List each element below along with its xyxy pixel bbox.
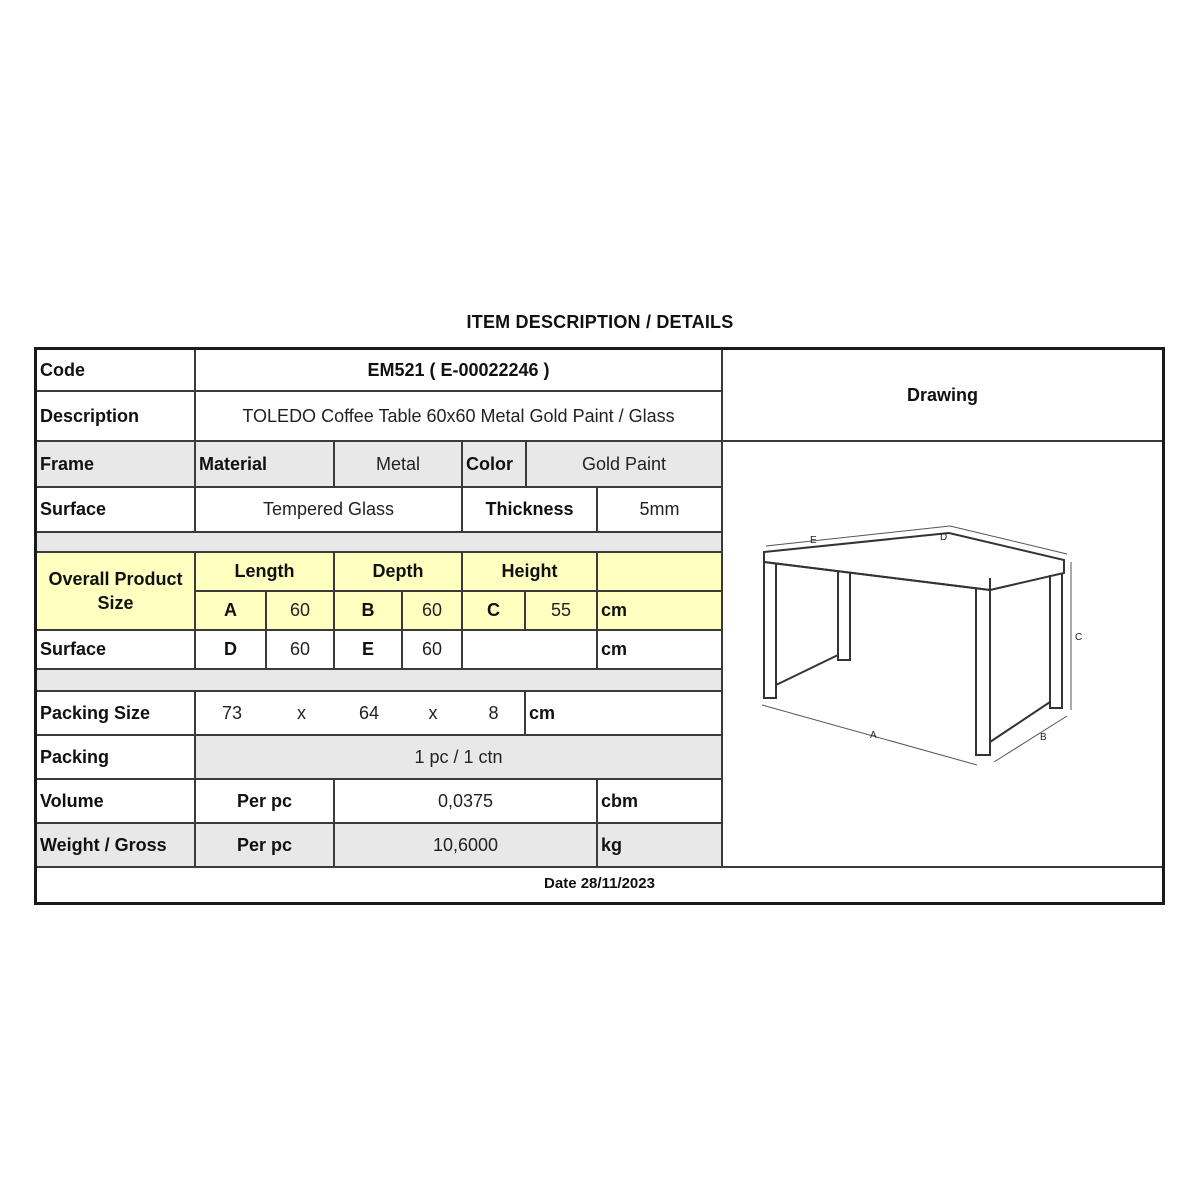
- volume-value: 0,0375: [335, 780, 598, 824]
- dim-line-b: [994, 716, 1067, 762]
- depth-header: Depth: [335, 553, 463, 592]
- thickness-label: Thickness: [463, 488, 598, 533]
- page-title: ITEM DESCRIPTION / DETAILS: [466, 312, 734, 332]
- length-header: Length: [196, 553, 335, 592]
- material-label: Material: [196, 442, 335, 488]
- packing-size-label: Packing Size: [37, 692, 196, 736]
- volume-label: Volume: [37, 780, 196, 824]
- volume-per: Per pc: [196, 780, 335, 824]
- date-footer: Date 28/11/2023: [544, 875, 655, 892]
- table-drawing: [722, 440, 1162, 865]
- dim-a-label: A: [196, 592, 267, 631]
- details-sheet: [34, 347, 1165, 905]
- weight-unit: kg: [598, 824, 723, 868]
- leg-front-right: [976, 588, 990, 755]
- packing-length: 73: [196, 692, 268, 736]
- description-label: Description: [37, 392, 196, 442]
- material-value: Metal: [335, 442, 463, 488]
- surface-dims-blank: [463, 631, 598, 670]
- overall-unit: cm: [598, 592, 723, 631]
- spacer-row: [37, 533, 723, 553]
- color-value: Gold Paint: [527, 442, 723, 488]
- dim-e-value: 60: [403, 631, 463, 670]
- drawing-letter-a: A: [870, 730, 877, 741]
- surface-value: Tempered Glass: [196, 488, 463, 533]
- description-value: TOLEDO Coffee Table 60x60 Metal Gold Paint / Glass: [196, 392, 723, 442]
- dim-d-value: 60: [267, 631, 335, 670]
- leg-back-left: [838, 572, 850, 660]
- overall-blank-header: [598, 553, 723, 592]
- thickness-value: 5mm: [598, 488, 723, 533]
- drawing-letter-e: E: [810, 535, 817, 546]
- dim-d-label: D: [196, 631, 267, 670]
- packing-height: 8: [463, 692, 526, 736]
- weight-per: Per pc: [196, 824, 335, 868]
- drawing-letter-b: B: [1040, 732, 1047, 743]
- drawing-letter-c: C: [1075, 632, 1083, 643]
- leg-front-left: [764, 562, 776, 698]
- color-label: Color: [463, 442, 527, 488]
- surface-label: Surface: [37, 488, 196, 533]
- surface-dims-label: Surface: [37, 631, 196, 670]
- leg-back-right: [1050, 573, 1062, 708]
- volume-unit: cbm: [598, 780, 723, 824]
- drawing-header: Drawing: [723, 350, 1162, 442]
- dim-c-label: C: [463, 592, 526, 631]
- dim-b-label: B: [335, 592, 403, 631]
- code-label: Code: [37, 350, 196, 392]
- packing-x1: x: [268, 692, 335, 736]
- weight-value: 10,6000: [335, 824, 598, 868]
- frame-label: Frame: [37, 442, 196, 488]
- packing-width: 64: [335, 692, 403, 736]
- surface-dims-unit: cm: [598, 631, 723, 670]
- dim-c-value: 55: [526, 592, 598, 631]
- code-value: EM521 ( E-00022246 ): [196, 350, 723, 392]
- packing-x2: x: [403, 692, 463, 736]
- spacer-row-2: [37, 670, 723, 692]
- packing-label: Packing: [37, 736, 196, 780]
- height-header: Height: [463, 553, 598, 592]
- packing-value: 1 pc / 1 ctn: [196, 736, 723, 780]
- dim-e-label: E: [335, 631, 403, 670]
- packing-size-unit: cm: [526, 692, 723, 736]
- weight-label: Weight / Gross: [37, 824, 196, 868]
- dim-b-value: 60: [403, 592, 463, 631]
- dim-a-value: 60: [267, 592, 335, 631]
- overall-size-label: Overall Product Size: [37, 553, 196, 631]
- drawing-letter-d: D: [940, 532, 948, 543]
